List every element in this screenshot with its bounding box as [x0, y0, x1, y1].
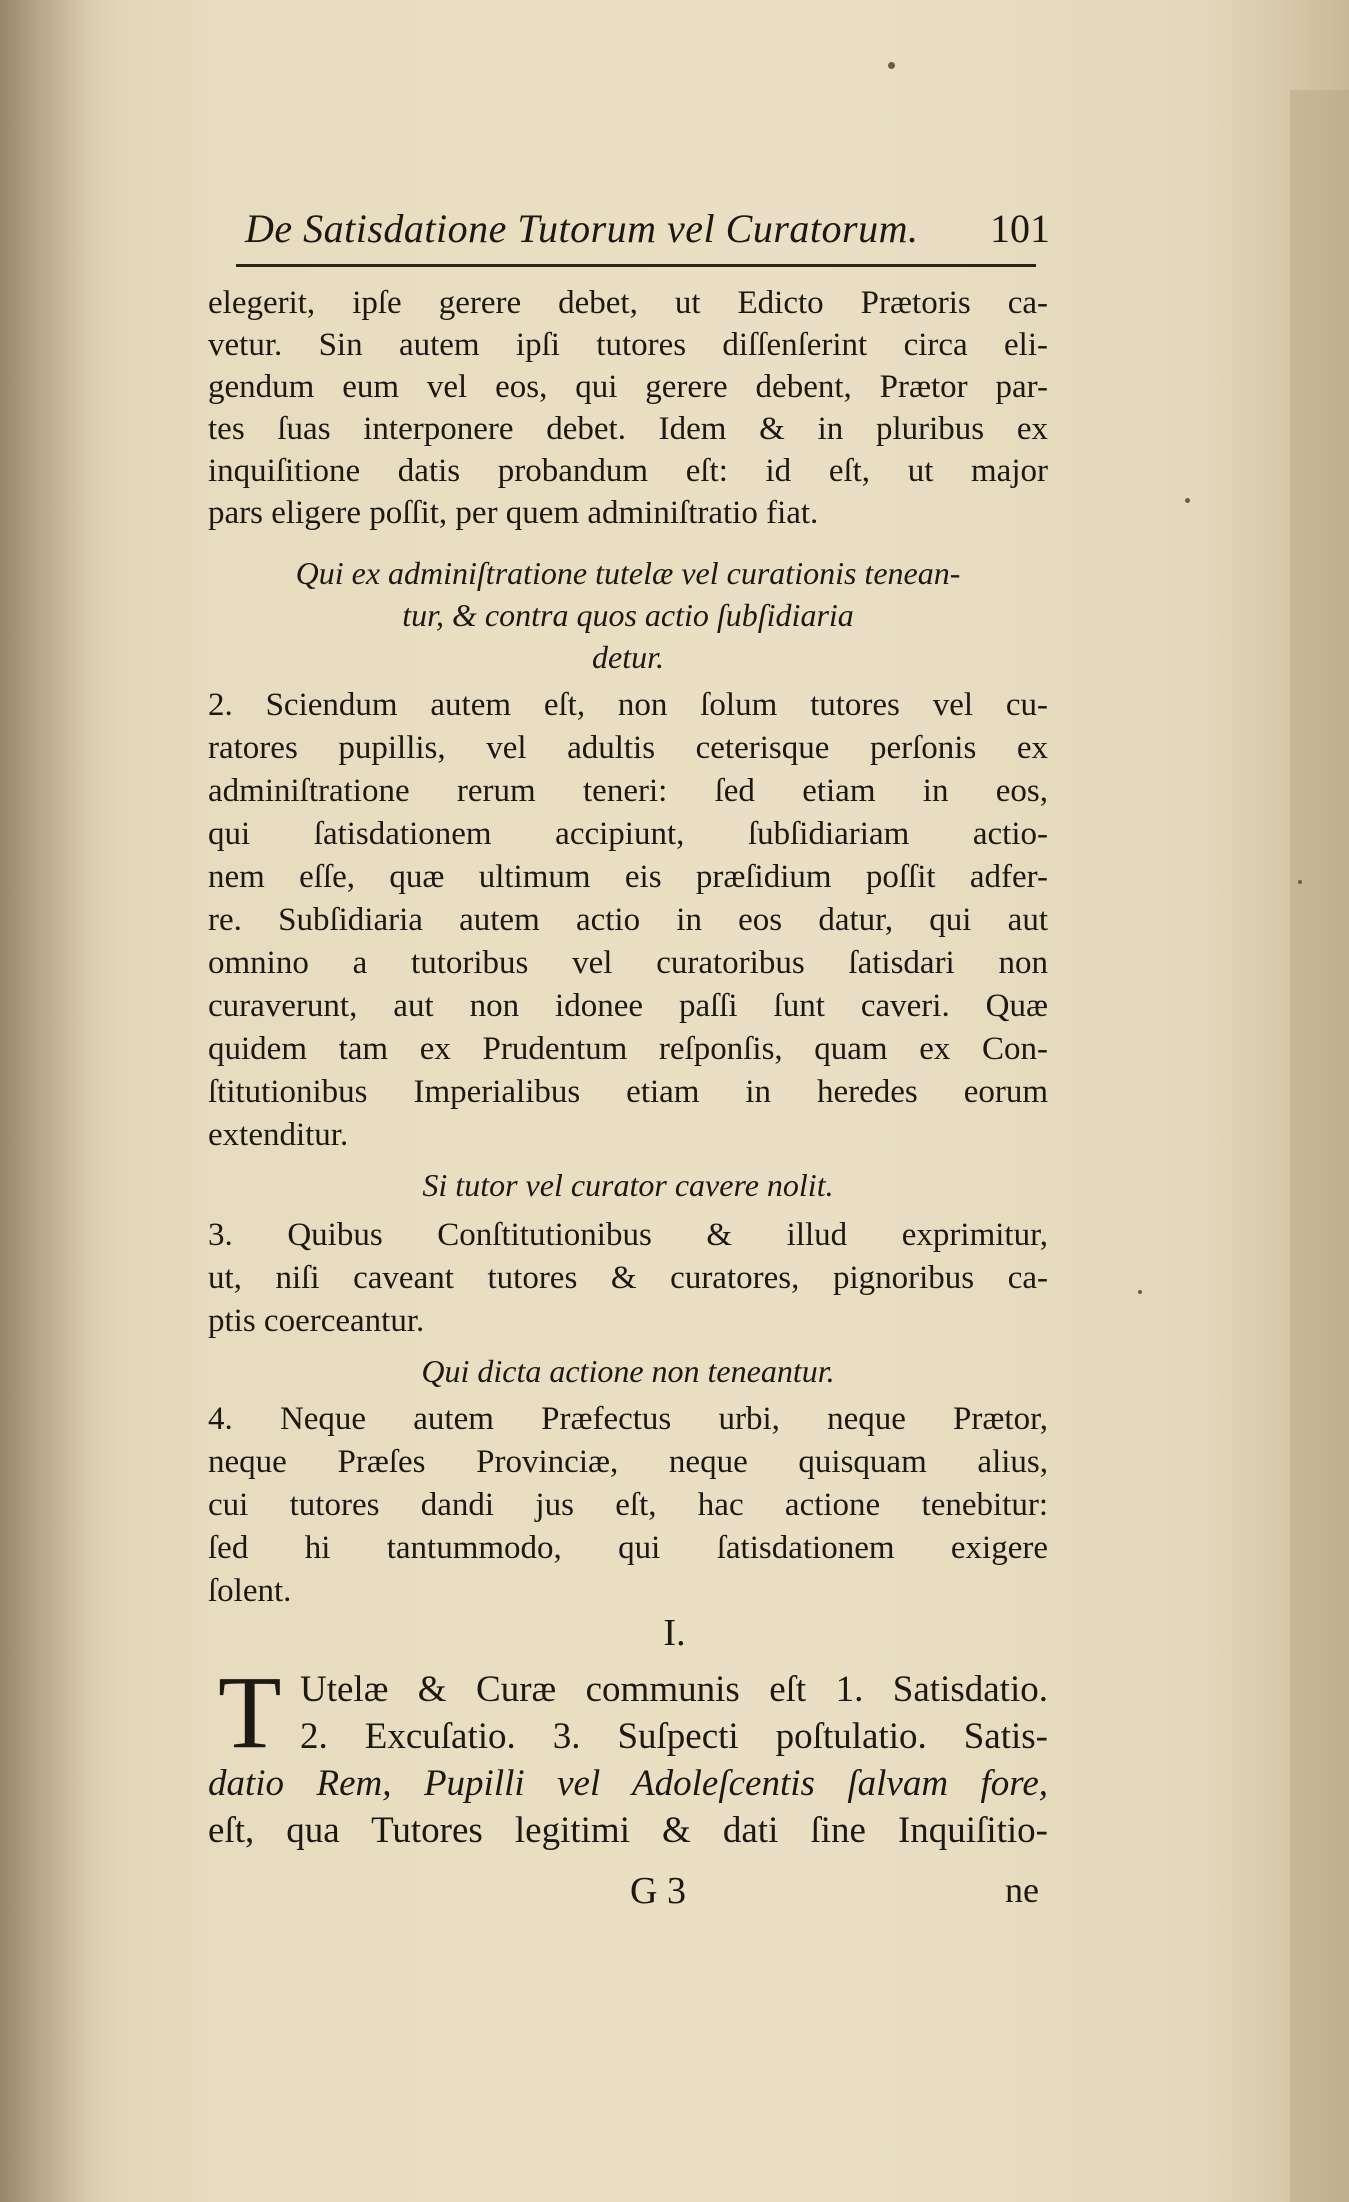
text-line: tes ſuas interponere debet. Idem & in pluribus ex [208, 411, 1048, 447]
text-line: qui ſatisdationem accipiunt, ſubſidiariam actio- [208, 816, 1048, 852]
text-line: pars eligere poſſit, per quem adminiſtratio fiat. [208, 495, 819, 531]
section-heading: Si tutor vel curator cavere nolit. [422, 1167, 834, 1203]
section-heading: Qui dicta actione non teneantur. [421, 1353, 835, 1389]
section-numeral: I. [663, 1612, 686, 1654]
text-line: neque Præſes Provinciæ, neque quisquam alius, [208, 1444, 1048, 1480]
text-line: Utelæ & Curæ communis eſt 1. Satisdatio. [300, 1669, 1048, 1710]
text-line: ſtitutionibus Imperialibus etiam in heredes eorum [208, 1074, 1048, 1110]
text-line: eſt, qua Tutores legitimi & dati ſine Inquiſitio- [208, 1810, 1048, 1851]
text-line: quidem tam ex Prudentum reſponſis, quam ex Con- [208, 1031, 1048, 1067]
text-line: adminiſtratione rerum teneri: ſed etiam in eos, [208, 773, 1048, 809]
page-edge [1290, 90, 1349, 2202]
text-line: inquiſitione datis probandum eſt: id eſt, ut major [208, 453, 1048, 489]
paper-speck [1138, 1290, 1142, 1294]
text-line: re. Subſidiaria autem actio in eos datur, qui aut [208, 902, 1048, 938]
text-line: omnino a tutoribus vel curatoribus ſatisdari non [208, 945, 1048, 981]
text-line: 3. Quibus Conſtitutionibus & illud exprimitur, [208, 1217, 1048, 1253]
text-line: gendum eum vel eos, qui gerere debent, Prætor par- [208, 369, 1048, 405]
paper-speck [888, 62, 895, 69]
text-line: elegerit, ipſe gerere debet, ut Edicto Prætoris ca- [208, 285, 1048, 321]
text-line: 2. Excuſatio. 3. Suſpecti poſtulatio. Satis- [300, 1716, 1048, 1757]
header-rule [236, 264, 1036, 267]
section-heading: tur, & contra quos actio ſubſidiaria [402, 597, 854, 633]
text-line: extenditur. [208, 1117, 349, 1153]
signature-mark: G 3 [630, 1870, 686, 1912]
running-title: De Satisdatione Tutorum vel Curatorum. [245, 206, 919, 251]
text-line: datio Rem, Pupilli vel Adoleſcentis ſalvam fore, [208, 1763, 1048, 1804]
text-line: ut, niſi caveant tutores & curatores, pignoribus ca- [208, 1260, 1048, 1296]
paper-speck [1298, 880, 1302, 884]
text-line: cui tutores dandi jus eſt, hac actione tenebitur: [208, 1487, 1048, 1523]
text-line: ſed hi tantummodo, qui ſatisdationem exigere [208, 1530, 1048, 1566]
section-heading: detur. [592, 639, 664, 675]
text-line: 4. Neque autem Præfectus urbi, neque Prætor, [208, 1401, 1048, 1437]
text-line: curaverunt, aut non idonee paſſi ſunt caveri. Quæ [208, 988, 1048, 1024]
gutter-shadow [0, 0, 90, 2202]
text-line: ratores pupillis, vel adultis ceterisque perſonis ex [208, 730, 1048, 766]
text-line: ptis coerceantur. [208, 1303, 425, 1339]
page-number: 101 [990, 206, 1050, 251]
text-line: nem eſſe, quæ ultimum eis præſidium poſſit adfer- [208, 859, 1048, 895]
text-line: vetur. Sin autem ipſi tutores diſſenſerint circa eli- [208, 327, 1048, 363]
paper-speck [1185, 498, 1190, 503]
text-line: ſolent. [208, 1573, 292, 1609]
text-line: 2. Sciendum autem eſt, non ſolum tutores vel cu- [208, 687, 1048, 723]
catchword: ne [1005, 1870, 1039, 1910]
section-heading: Qui ex adminiſtratione tutelæ vel curationis tenean- [295, 555, 961, 591]
drop-capital: T [218, 1655, 282, 1770]
